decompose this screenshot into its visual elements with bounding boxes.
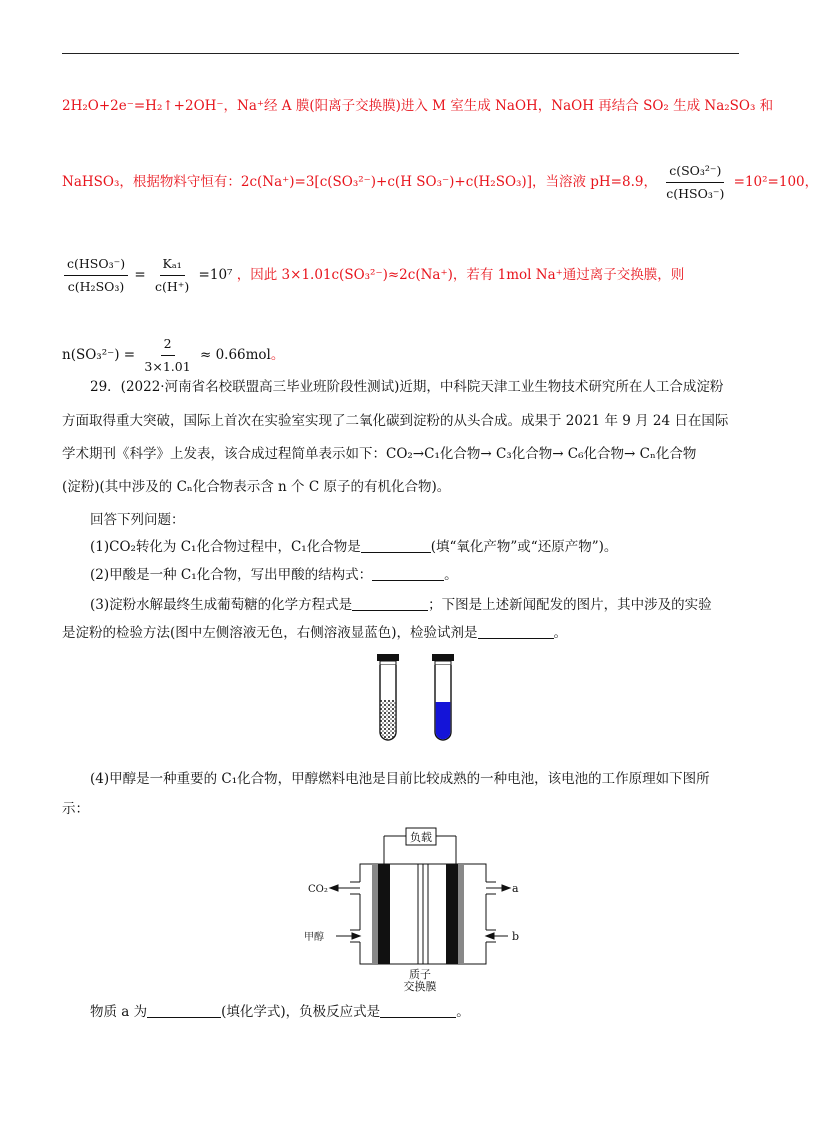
subquestion-4: (4)甲醇是一种重要的 C₁化合物，甲醇燃料电池是目前比较成熟的一种电池，该电池的工作原理如下图所 — [90, 771, 710, 787]
membrane-label-1: 质子 — [409, 968, 431, 981]
a-label: a — [512, 882, 519, 895]
question-intro-line-3: 学术期刊《科学》上发表，该合成过程简单表示如下：CO₂→C₁化合物→ C₃化合物→ C₆化合物→ Cₙ化合物 — [62, 446, 697, 462]
question-intro-line-4: (淀粉)(其中涉及的 Cₙ化合物表示含 n 个 C 原子的有机化合物)。 — [62, 479, 451, 495]
subquestion-4-end: 。 — [456, 1004, 470, 1020]
ratio-fraction-1 — [663, 162, 727, 203]
fraction-denominator: c(HSO₃⁻) — [666, 186, 725, 201]
answer-blank-6[interactable] — [380, 1003, 456, 1018]
answer-line-2-text: NaHSO₃，根据物料守恒有：2c(Na⁺)=3[c(SO₃²⁻)+c(H SO₃⁻)+c(H₂SO₃)]，当溶液 pH=8.9， — [62, 174, 657, 190]
answer-line-1: 2H₂O+2e⁻=H₂↑+2OH⁻，Na⁺经 A 膜(阳离子交换膜)进入 M 室生成 NaOH，NaOH 再结合 SO₂ 生成 Na₂SO₃ 和 — [62, 98, 774, 114]
subquestion-3-text: (3)淀粉水解最终生成葡萄糖的化学方程式是 — [90, 597, 353, 613]
amount-result: ≈ 0.66mol — [199, 347, 271, 363]
answer-blank-1[interactable] — [361, 538, 431, 553]
co2-label: CO₂ — [308, 884, 328, 895]
answer-line-2 — [62, 162, 818, 203]
question-intro-line-1: 29．(2022·河南省名校联盟高三毕业班阶段性测试)近期，中科院天津工业生物技术研究所在人工合成淀粉 — [90, 379, 724, 395]
cathode-catalyst — [458, 864, 464, 964]
subquestion-1-text: (1)CO₂转化为 C₁化合物过程中，C₁化合物是 — [90, 539, 361, 555]
question-intro-line-2: 方面取得重大突破，国际上首次在实验室实现了二氧化碳到淀粉的从头合成。成果于 2021 年 9 月 24 日在国际 — [62, 413, 729, 429]
subquestion-1 — [90, 538, 617, 556]
subquestion-3-end: 。 — [553, 625, 568, 641]
methanol-label: 甲醇 — [304, 932, 324, 943]
amount-fraction — [141, 335, 193, 376]
test-tubes-figure — [372, 652, 462, 748]
fraction-numerator: Kₐ₁ — [160, 255, 185, 276]
membrane-label-2: 交换膜 — [403, 980, 437, 993]
ratio-fraction-3 — [152, 255, 192, 296]
equals-sign: = — [134, 267, 146, 283]
subquestion-3 — [90, 596, 712, 614]
anode-catalyst — [372, 864, 378, 964]
answer-line-3 — [62, 255, 684, 296]
question-prompt: 回答下列问题： — [90, 512, 185, 528]
fraction-numerator: 2 — [161, 335, 175, 356]
b-label: b — [512, 930, 520, 943]
co2-out-arrow — [330, 885, 338, 891]
fraction-numerator: c(SO₃²⁻) — [666, 162, 724, 183]
cathode-electrode — [446, 864, 458, 964]
subquestion-1-hint: (填“氧化产物”或“还原产物”)。 — [430, 539, 618, 555]
subquestion-2-end: 。 — [444, 567, 458, 583]
subquestion-4-cont: 示： — [62, 801, 89, 817]
answer-blank-5[interactable] — [147, 1003, 221, 1018]
subquestion-3-text-c: 是淀粉的检验方法(图中左侧溶液无色，右侧溶液显蓝色)，检验试剂是 — [62, 625, 478, 641]
fraction-denominator: c(H⁺) — [154, 279, 190, 294]
subquestion-4-text: 物质 a 为 — [90, 1004, 148, 1020]
a-out-arrow — [502, 885, 510, 891]
answer-line-3-text: ，因此 3×1.01c(SO₃²⁻)≈2c(Na⁺)，若有 1mol Na⁺通过离子交换膜，则 — [236, 267, 685, 283]
subquestion-3-cont — [62, 624, 567, 642]
header-rule — [62, 53, 739, 54]
ratio-fraction-2 — [64, 255, 128, 296]
answer-line-4 — [62, 335, 284, 376]
period: 。 — [270, 347, 285, 363]
answer-blank-4[interactable] — [478, 624, 554, 639]
load-label: 负载 — [410, 831, 432, 844]
right-test-tube — [432, 654, 454, 740]
fraction-denominator: c(H₂SO₃) — [67, 279, 125, 294]
subquestion-4-answer — [90, 1003, 470, 1021]
subquestion-2-text: (2)甲酸是一种 C₁化合物，写出甲酸的结构式： — [90, 567, 373, 583]
anode-electrode — [378, 864, 390, 964]
subquestion-2 — [90, 566, 458, 584]
ratio-result: =10⁷ — [198, 267, 233, 283]
fraction-numerator: c(HSO₃⁻) — [64, 255, 128, 276]
subquestion-3-text-b: ；下图是上述新闻配发的图片，其中涉及的实验 — [428, 597, 712, 613]
fraction-denominator: 3×1.01 — [144, 359, 191, 374]
fuel-cell-diagram — [300, 822, 540, 992]
answer-blank-3[interactable] — [352, 596, 428, 611]
answer-blank-2[interactable] — [372, 566, 444, 581]
subquestion-4-text-b: (填化学式)，负极反应式是 — [221, 1004, 381, 1020]
answer-line-2-result: =10²=100， — [733, 174, 818, 190]
left-test-tube — [377, 654, 399, 740]
amount-label: n(SO₃²⁻) = — [62, 347, 136, 363]
